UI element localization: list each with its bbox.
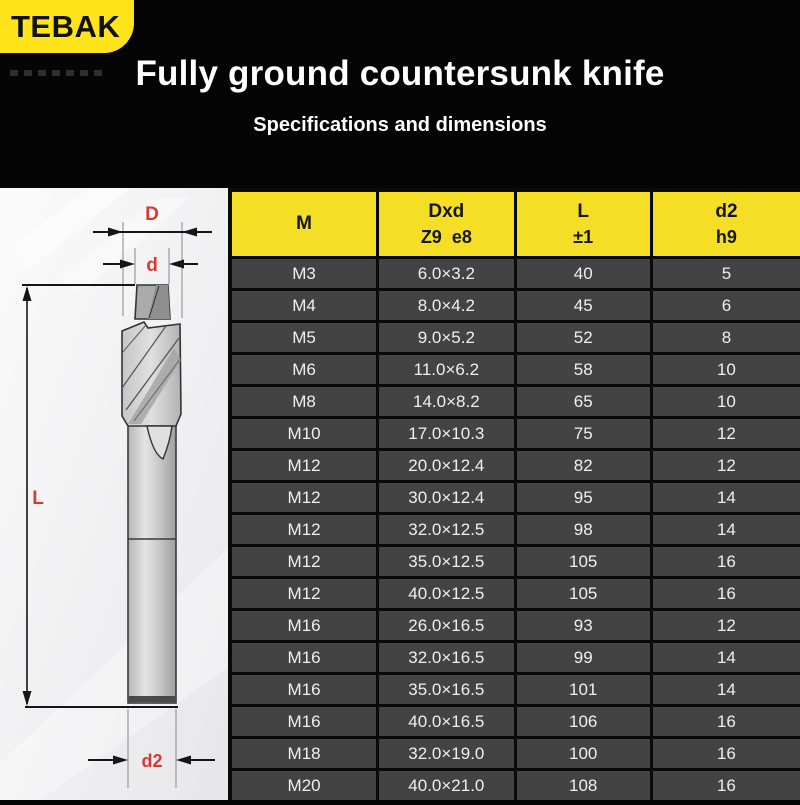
table-cell: 75 <box>517 419 650 448</box>
table-cell: M5 <box>232 323 376 352</box>
technical-drawing-panel <box>0 188 228 800</box>
table-cell: 98 <box>517 515 650 544</box>
table-cell: 8 <box>653 323 800 352</box>
table-cell: 40.0×21.0 <box>379 771 513 800</box>
table-cell: 95 <box>517 483 650 512</box>
table-cell: 10 <box>653 355 800 384</box>
table-cell: 40.0×12.5 <box>379 579 513 608</box>
page-subtitle: Specifications and dimensions <box>253 114 547 136</box>
table-cell: 14 <box>653 643 800 672</box>
col-header-L: L ±1 <box>517 192 650 256</box>
table-cell: M12 <box>232 451 376 480</box>
table-cell: 9.0×5.2 <box>379 323 513 352</box>
table-cell: M12 <box>232 515 376 544</box>
col-header-Dxd: Dxd Z9 e8 <box>379 192 513 256</box>
table-cell: 45 <box>517 291 650 320</box>
table-cell: 5 <box>653 259 800 288</box>
table-cell: 6.0×3.2 <box>379 259 513 288</box>
table-cell: M3 <box>232 259 376 288</box>
table-cell: 32.0×16.5 <box>379 643 513 672</box>
table-cell: 12 <box>653 451 800 480</box>
table-cell: 20.0×12.4 <box>379 451 513 480</box>
brand-logo-text: TEBAK <box>11 8 121 44</box>
table-cell: 14 <box>653 483 800 512</box>
table-cell: 8.0×4.2 <box>379 291 513 320</box>
table-cell: 35.0×12.5 <box>379 547 513 576</box>
table-cell: 58 <box>517 355 650 384</box>
table-cell: 16 <box>653 739 800 768</box>
table-cell: 108 <box>517 771 650 800</box>
table-cell: 14 <box>653 675 800 704</box>
table-cell: 105 <box>517 547 650 576</box>
table-cell: 106 <box>517 707 650 736</box>
dimension-label-d2: d2 <box>141 751 163 771</box>
table-cell: M6 <box>232 355 376 384</box>
brand-badge <box>0 0 134 53</box>
table-cell: M16 <box>232 675 376 704</box>
table-cell: 52 <box>517 323 650 352</box>
dimension-label-L: L <box>32 488 44 509</box>
table-cell: 26.0×16.5 <box>379 611 513 640</box>
spec-table <box>228 188 800 800</box>
page-title: Fully ground countersunk knife <box>135 54 665 93</box>
table-cell: 82 <box>517 451 650 480</box>
table-cell: 11.0×6.2 <box>379 355 513 384</box>
table-cell: M16 <box>232 707 376 736</box>
table-cell: 17.0×10.3 <box>379 419 513 448</box>
table-cell: M18 <box>232 739 376 768</box>
tool-pilot <box>135 285 170 319</box>
col-header-M: M <box>232 192 376 256</box>
table-cell: 16 <box>653 771 800 800</box>
table-cell: 65 <box>517 387 650 416</box>
table-cell: 99 <box>517 643 650 672</box>
table-cell: 40.0×16.5 <box>379 707 513 736</box>
table-cell: 30.0×12.4 <box>379 483 513 512</box>
table-cell: M16 <box>232 611 376 640</box>
table-cell: M12 <box>232 579 376 608</box>
countersink-drawing <box>0 188 228 800</box>
table-cell: 93 <box>517 611 650 640</box>
table-cell: M16 <box>232 643 376 672</box>
table-cell: 16 <box>653 547 800 576</box>
table-cell: 32.0×19.0 <box>379 739 513 768</box>
table-cell: 16 <box>653 707 800 736</box>
table-cell: 12 <box>653 611 800 640</box>
table-cell: 12 <box>653 419 800 448</box>
table-cell: M20 <box>232 771 376 800</box>
table-cell: 16 <box>653 579 800 608</box>
table-cell: M4 <box>232 291 376 320</box>
table-cell: 105 <box>517 579 650 608</box>
col-header-d2: d2 h9 <box>653 192 800 256</box>
header-band <box>0 0 800 188</box>
table-cell: 40 <box>517 259 650 288</box>
table-cell: 14 <box>653 515 800 544</box>
table-cell: 101 <box>517 675 650 704</box>
table-cell: 10 <box>653 387 800 416</box>
tool-shank <box>128 424 176 703</box>
table-cell: 6 <box>653 291 800 320</box>
table-cell: M10 <box>232 419 376 448</box>
table-cell: 35.0×16.5 <box>379 675 513 704</box>
dimension-label-d: d <box>146 255 158 276</box>
table-cell: 100 <box>517 739 650 768</box>
table-cell: 32.0×12.5 <box>379 515 513 544</box>
table-cell: 14.0×8.2 <box>379 387 513 416</box>
table-cell: M12 <box>232 547 376 576</box>
table-cell: M8 <box>232 387 376 416</box>
table-cell: M12 <box>232 483 376 512</box>
dimension-label-D: D <box>145 204 159 225</box>
